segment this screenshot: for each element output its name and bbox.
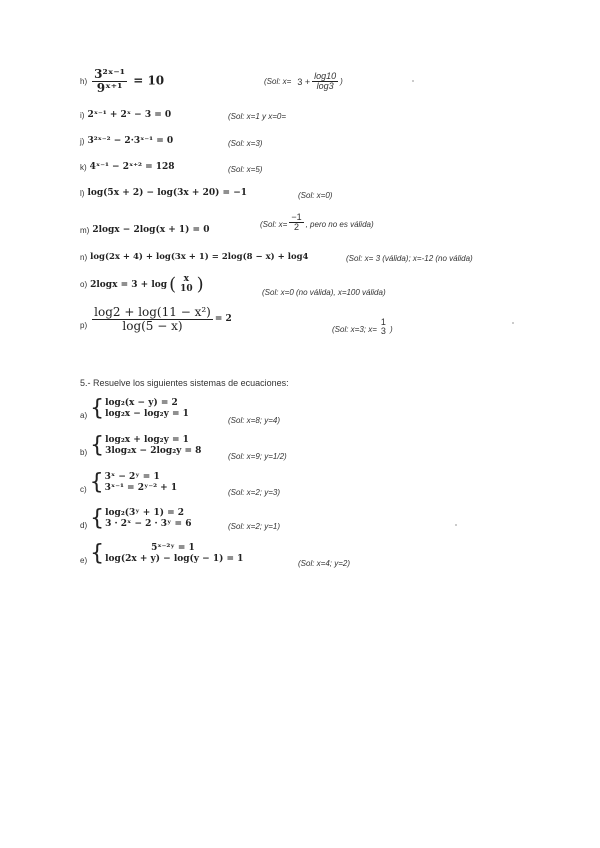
solution-e: (Sol: x=4; y=2) bbox=[298, 559, 351, 568]
brace-icon: { bbox=[89, 470, 104, 495]
scan-speck bbox=[412, 80, 414, 82]
solution-m bbox=[260, 213, 374, 233]
solution-text-end: , pero no es válida) bbox=[305, 219, 374, 229]
system-line-2: log₂x − log₂y = 1 bbox=[105, 409, 189, 419]
system-line-1: log₂(x − y) = 2 bbox=[105, 398, 178, 409]
item-label: h) bbox=[80, 76, 88, 86]
solution-denominator: 3 bbox=[380, 326, 386, 337]
equation-system bbox=[105, 543, 243, 565]
item-label: b) bbox=[80, 448, 88, 457]
solution-numerator: 1 bbox=[380, 317, 386, 327]
fraction-numerator: 3²ˣ⁻¹ bbox=[94, 67, 126, 81]
item-label: c) bbox=[80, 485, 87, 494]
item-label: d) bbox=[80, 521, 88, 530]
item-label: l) bbox=[80, 188, 85, 198]
solution-d: (Sol: x=2; y=1) bbox=[228, 522, 281, 531]
system-line-2: 3log₂x − 2log₂y = 8 bbox=[105, 446, 202, 456]
brace-icon: { bbox=[90, 396, 105, 421]
exercise-i bbox=[80, 110, 171, 120]
item-label: k) bbox=[80, 162, 87, 172]
equation: log(2x + 4) + log(3x + 1) = 2log(8 − x) + log4 bbox=[90, 252, 309, 262]
exercise-m bbox=[80, 225, 209, 235]
system-line-1: 5ˣ⁻²ʸ = 1 bbox=[151, 543, 195, 554]
equation-left: 2logx = 3 + log bbox=[90, 279, 168, 290]
solution-text-end: ) bbox=[340, 77, 343, 87]
solution-a: (Sol: x=8; y=4) bbox=[228, 416, 281, 425]
fraction-denominator: log(5 − x) bbox=[122, 318, 183, 333]
equation bbox=[90, 274, 204, 295]
system-line-2: log(2x + y) − log(y − 1) = 1 bbox=[105, 554, 244, 564]
exercise-p bbox=[80, 306, 232, 332]
item-label: o) bbox=[80, 280, 88, 289]
solution-b: (Sol: x=9; y=1/2) bbox=[228, 452, 287, 461]
exercise-h bbox=[80, 68, 164, 94]
scan-speck bbox=[455, 524, 457, 526]
solution-c: (Sol: x=2; y=3) bbox=[228, 488, 281, 497]
system-line-1: log₂(3ʸ + 1) = 2 bbox=[105, 508, 185, 519]
equation-rhs: = 2 bbox=[214, 314, 232, 325]
solution-denominator: 2 bbox=[293, 222, 299, 233]
item-label: a) bbox=[80, 411, 88, 420]
item-label: i) bbox=[80, 110, 85, 120]
exercise-n bbox=[80, 252, 308, 262]
system-line-2: 3ˣ⁻¹ = 2ʸ⁻² + 1 bbox=[104, 483, 178, 493]
exercise-l bbox=[80, 188, 247, 198]
solution-i: (Sol: x=1 y x=0= bbox=[228, 112, 287, 121]
equation-system bbox=[105, 508, 191, 530]
system-a bbox=[80, 398, 189, 420]
equation: 2logx − 2log(x + 1) = 0 bbox=[92, 225, 210, 235]
solution-text-end: ) bbox=[389, 324, 393, 334]
scan-speck bbox=[512, 322, 514, 324]
fraction-numerator: log2 + log(11 − x²) bbox=[94, 305, 211, 319]
exercise-o bbox=[80, 274, 204, 295]
fraction-denominator: 9ˣ⁺¹ bbox=[96, 80, 123, 95]
equation-system bbox=[105, 435, 201, 457]
paren-open-icon: ( bbox=[169, 274, 177, 295]
solution-h bbox=[264, 72, 343, 92]
system-line-1: log₂x + log₂y = 1 bbox=[105, 435, 189, 446]
solution-k: (Sol: x=5) bbox=[228, 165, 263, 174]
system-line-1: 3ˣ − 2ʸ = 1 bbox=[104, 472, 160, 483]
solution-l: (Sol: x=0) bbox=[298, 191, 333, 200]
brace-icon: { bbox=[90, 433, 105, 458]
brace-icon: { bbox=[90, 541, 105, 566]
solution-text: (Sol: x= bbox=[264, 77, 292, 87]
exercise-5-heading: 5.- Resuelve los siguientes sistemas de ecuaciones: bbox=[80, 378, 289, 388]
solution-o: (Sol: x=0 (no válida), x=100 válida) bbox=[262, 288, 386, 297]
exercise-k bbox=[80, 162, 175, 172]
equation: 4ˣ⁻¹ − 2ˣ⁺² = 128 bbox=[89, 162, 175, 172]
paren-denominator: 10 bbox=[180, 283, 193, 294]
equation: 2ˣ⁻¹ + 2ˣ − 3 = 0 bbox=[87, 110, 172, 120]
item-label: j) bbox=[80, 136, 85, 146]
item-label: e) bbox=[80, 556, 88, 565]
solution-text: (Sol: x=3; x= bbox=[332, 324, 377, 334]
equation bbox=[90, 306, 232, 332]
system-e bbox=[80, 543, 243, 565]
equation-system bbox=[105, 472, 177, 494]
equation: 3²ˣ⁻² − 2·3ˣ⁻¹ = 0 bbox=[87, 136, 174, 146]
solution-j: (Sol: x=3) bbox=[228, 139, 263, 148]
equation: log(5x + 2) − log(3x + 20) = −1 bbox=[87, 188, 247, 198]
paren-numerator: x bbox=[183, 274, 190, 285]
system-line-2: 3 · 2ˣ − 2 · 3ʸ = 6 bbox=[105, 519, 192, 529]
solution-n: (Sol: x= 3 (válida); x=-12 (no válida) bbox=[346, 254, 473, 263]
solution-numerator: log10 bbox=[314, 71, 337, 81]
system-b bbox=[80, 435, 201, 457]
system-d bbox=[80, 508, 192, 530]
equation-rhs: = 10 bbox=[133, 73, 165, 88]
equation bbox=[90, 68, 164, 94]
solution-p bbox=[332, 318, 393, 337]
solution-term: 3 + bbox=[297, 76, 311, 87]
equation-system bbox=[105, 398, 189, 420]
item-label: n) bbox=[80, 252, 88, 262]
system-c bbox=[80, 472, 177, 494]
brace-icon: { bbox=[90, 506, 105, 531]
paren-close-icon: ) bbox=[196, 274, 204, 295]
item-label: p) bbox=[80, 321, 88, 331]
solution-numerator: −1 bbox=[291, 212, 302, 222]
exercise-j bbox=[80, 136, 173, 146]
solution-text: (Sol: x= bbox=[260, 219, 288, 229]
solution-denominator: log3 bbox=[316, 81, 334, 92]
item-label: m) bbox=[80, 225, 90, 235]
